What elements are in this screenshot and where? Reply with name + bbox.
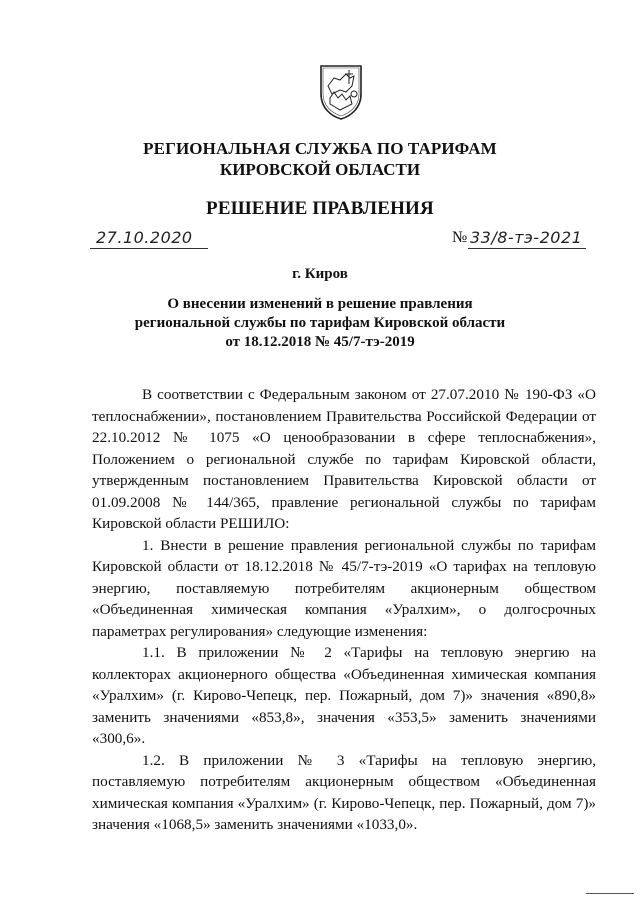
item-1-paragraph: 1. Внести в решение правления региональной службы по тарифам Кировской области от 18.12.2018 № 45/7-тэ-2019 «О тарифах на тепловую энергию, поставляемую потребителям акционерным обществом «Объединенная химическая компания «Уралхим», о долгосрочных параметрах регулирования» следующие изменения: <box>92 536 596 640</box>
number-sign: № <box>452 229 468 246</box>
city-name: г. Киров <box>292 266 348 282</box>
document-type-title: РЕШЕНИЕ ПРАВЛЕНИЯ <box>206 198 434 219</box>
document-body <box>92 384 596 836</box>
document-number: 33/8-тэ-2021 <box>470 228 583 247</box>
item-1-1-paragraph: 1.1. В приложении № 2 «Тарифы на тепловую энергию на коллекторах акционерного общества «Объединенная химическая компания «Уралхим» (г. Кирово-Чепецк, пер. Пожарный, дом 7)» значения «890,8» заменить значениями «853,8», значения «353,5» заменить значениями «300,6». <box>92 644 596 747</box>
subject-line1: О внесении изменений в решение правления <box>167 296 473 312</box>
organization-name-line2: КИРОВСКОЙ ОБЛАСТИ <box>219 160 421 179</box>
document-date: 27.10.2020 <box>96 228 193 247</box>
subject-line2: региональной службы по тарифам Кировской области <box>134 315 506 331</box>
coat-of-arms-icon <box>318 64 364 120</box>
subject-line3: от 18.12.2018 № 45/7-тэ-2019 <box>225 334 415 350</box>
number-underline <box>468 248 586 249</box>
date-underline <box>90 248 208 249</box>
organization-name-line1: РЕГИОНАЛЬНАЯ СЛУЖБА ПО ТАРИФАМ <box>143 139 497 158</box>
item-1-2-paragraph: 1.2. В приложении № 3 «Тарифы на тепловую энергию, поставляемую потребителям акционерным обществом «Объединенная химическая компания «Уралхим» (г. Кирово-Чепецк, пер. Пожарный, дом 7)» значения «1068,5» заменить значениями «1033,0». <box>92 751 596 833</box>
footer-line <box>586 893 634 894</box>
preamble-paragraph: В соответствии с Федеральным законом от 27.07.2010 № 190-ФЗ «О теплоснабжении», постановлением Правительства Российской Федерации от 22.10.2012 № 1075 «О ценообразовании в сфере теплоснабжения», Положением о региональной службе по тарифам Кировской области, утвержденным постановлением Правительства Кировской области от 01.09.2008 № 144/365, правление региональной службы по тарифам Кировской области РЕШИЛО: <box>92 386 596 532</box>
